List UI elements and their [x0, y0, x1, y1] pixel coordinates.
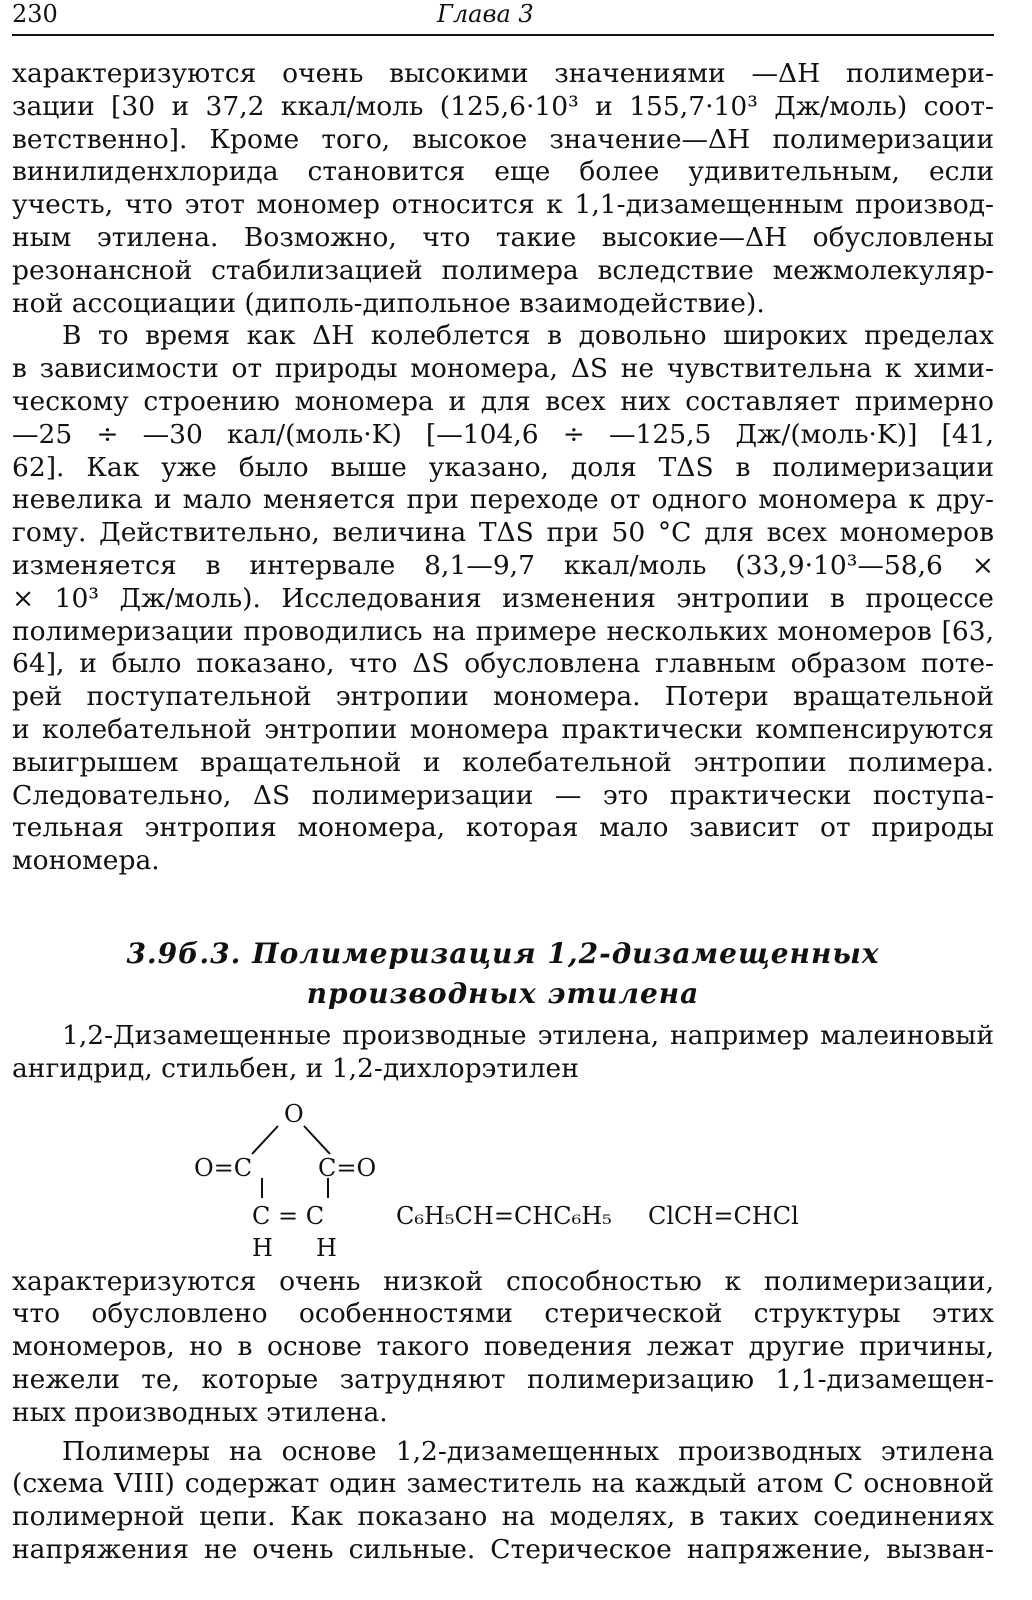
- paragraph-5: [12, 1436, 994, 1567]
- dichloroethylene-formula: ClCH=CHCl: [648, 1201, 799, 1230]
- page-body: [12, 58, 994, 1567]
- hydrogen-right: H: [316, 1233, 337, 1262]
- text-line: рей поступательной энтропии мономера. Потери вращательной: [12, 681, 994, 713]
- stilbene-formula: C₆H₅CH=CHC₆H₅: [396, 1201, 612, 1230]
- text-line: Следовательно, ΔS полимеризации — это практически поступа-: [12, 779, 994, 811]
- left-carbonyl: O=C: [194, 1153, 253, 1182]
- right-carbonyl: C=O: [318, 1153, 377, 1182]
- text-line: ангидрид, стильбен, и 1,2-дихлорэтилен: [12, 1052, 579, 1084]
- text-line: резонансной стабилизацией полимера вследствие межмолекуляр-: [12, 254, 994, 286]
- text-line: 1,2-Дизамещенные производные этилена, например малеиновый: [62, 1019, 994, 1051]
- text-line: ных производных этилена.: [12, 1396, 388, 1428]
- text-line: мономеров, но в основе такого поведения лежат другие причины,: [12, 1331, 994, 1363]
- text-line: винилиденхлорида становится еще более удивительным, если: [12, 156, 994, 188]
- paragraph-1: [12, 58, 994, 320]
- text-line: ветственно]. Кроме того, высокое значение—ΔH полимеризации: [12, 123, 994, 155]
- text-line: нежели те, которые затрудняют полимеризацию 1,1-дизамещен-: [12, 1363, 994, 1395]
- text-line: тельная энтропия мономера, которая мало зависит от природы: [12, 812, 994, 844]
- hydrogen-left: H: [252, 1233, 273, 1262]
- text-line: изменяется в интервале 8,1—9,7 ккал/моль (33,9·10³—58,6 ×: [12, 549, 994, 581]
- chemical-formulas: [12, 1086, 994, 1266]
- text-line: выигрышем вращательной и колебательной энтропии полимера.: [12, 746, 994, 778]
- paragraph-2: [12, 320, 994, 878]
- text-line: что обусловлено особенностями стерической структуры этих: [12, 1298, 994, 1330]
- paragraph-3: [12, 1020, 994, 1086]
- text-line: невелика и мало меняется при переходе от одного мономера к дру-: [12, 484, 994, 516]
- text-line: мономера.: [12, 845, 160, 877]
- text-line: × 10³ Дж/моль). Исследования изменения энтропии в процессе: [12, 582, 994, 614]
- text-line: ческому строению мономера и для всех них составляет примерно: [12, 385, 994, 417]
- text-line: характеризуются очень низкой способностью к полимеризации,: [12, 1265, 994, 1297]
- paragraph-4: [12, 1266, 994, 1430]
- section-heading-line-1: 3.9б.3. Полимеризация 1,2-дизамещенных: [126, 936, 880, 970]
- text-line: учесть, что этот мономер относится к 1,1-дизамещенным производ-: [12, 189, 994, 221]
- text-line: зации [30 и 37,2 ккал/моль (125,6·10³ и 155,7·10³ Дж/моль) соот-: [12, 90, 994, 122]
- text-line: Полимеры на основе 1,2-дизамещенных производных этилена: [62, 1435, 994, 1467]
- ring-oxygen: O: [284, 1099, 304, 1128]
- section-heading-line-2: производных этилена: [306, 976, 700, 1010]
- text-line: в зависимости от природы мономера, ΔS не чувствительна к хими-: [12, 353, 994, 385]
- maleic-anhydride-bonds: [12, 1086, 994, 1266]
- text-line: напряжения не очень сильные. Стерическое напряжение, вызван-: [12, 1533, 994, 1565]
- text-line: 64], и было показано, что ΔS обусловлена главным образом поте-: [12, 648, 994, 680]
- page-number: 230: [12, 0, 58, 28]
- running-head: Глава 3: [437, 0, 534, 28]
- text-line: гому. Действительно, величина TΔS при 50 °С для всех мономеров: [12, 517, 994, 549]
- page-header: [12, 0, 994, 36]
- text-line: ной ассоциации (диполь-дипольное взаимодействие).: [12, 287, 765, 319]
- text-line: —25 ÷ —30 кал/(моль·K) [—104,6 ÷ —125,5 Дж/(моль·K)] [41,: [12, 418, 994, 450]
- text-line: В то время как ΔH колеблется в довольно широких пределах: [62, 320, 994, 352]
- section-heading: [12, 934, 994, 1014]
- text-line: ным этилена. Возможно, что такие высокие—ΔH обусловлены: [12, 221, 994, 253]
- text-line: характеризуются очень высокими значениями —ΔH полимери-: [12, 58, 994, 89]
- text-line: полимерной цепи. Как показано на моделях, в таких соединениях: [12, 1501, 994, 1533]
- ch-double-bond: C = C: [252, 1201, 325, 1230]
- text-line: и колебательной энтропии мономера практически компенсируются: [12, 713, 994, 745]
- text-line: полимеризации проводились на примере нескольких мономеров [63,: [12, 615, 994, 647]
- text-line: 62]. Как уже было выше указано, доля TΔS в полимеризации: [12, 451, 994, 483]
- text-line: (схема VIII) содержат один заместитель на каждый атом C основной: [12, 1468, 994, 1500]
